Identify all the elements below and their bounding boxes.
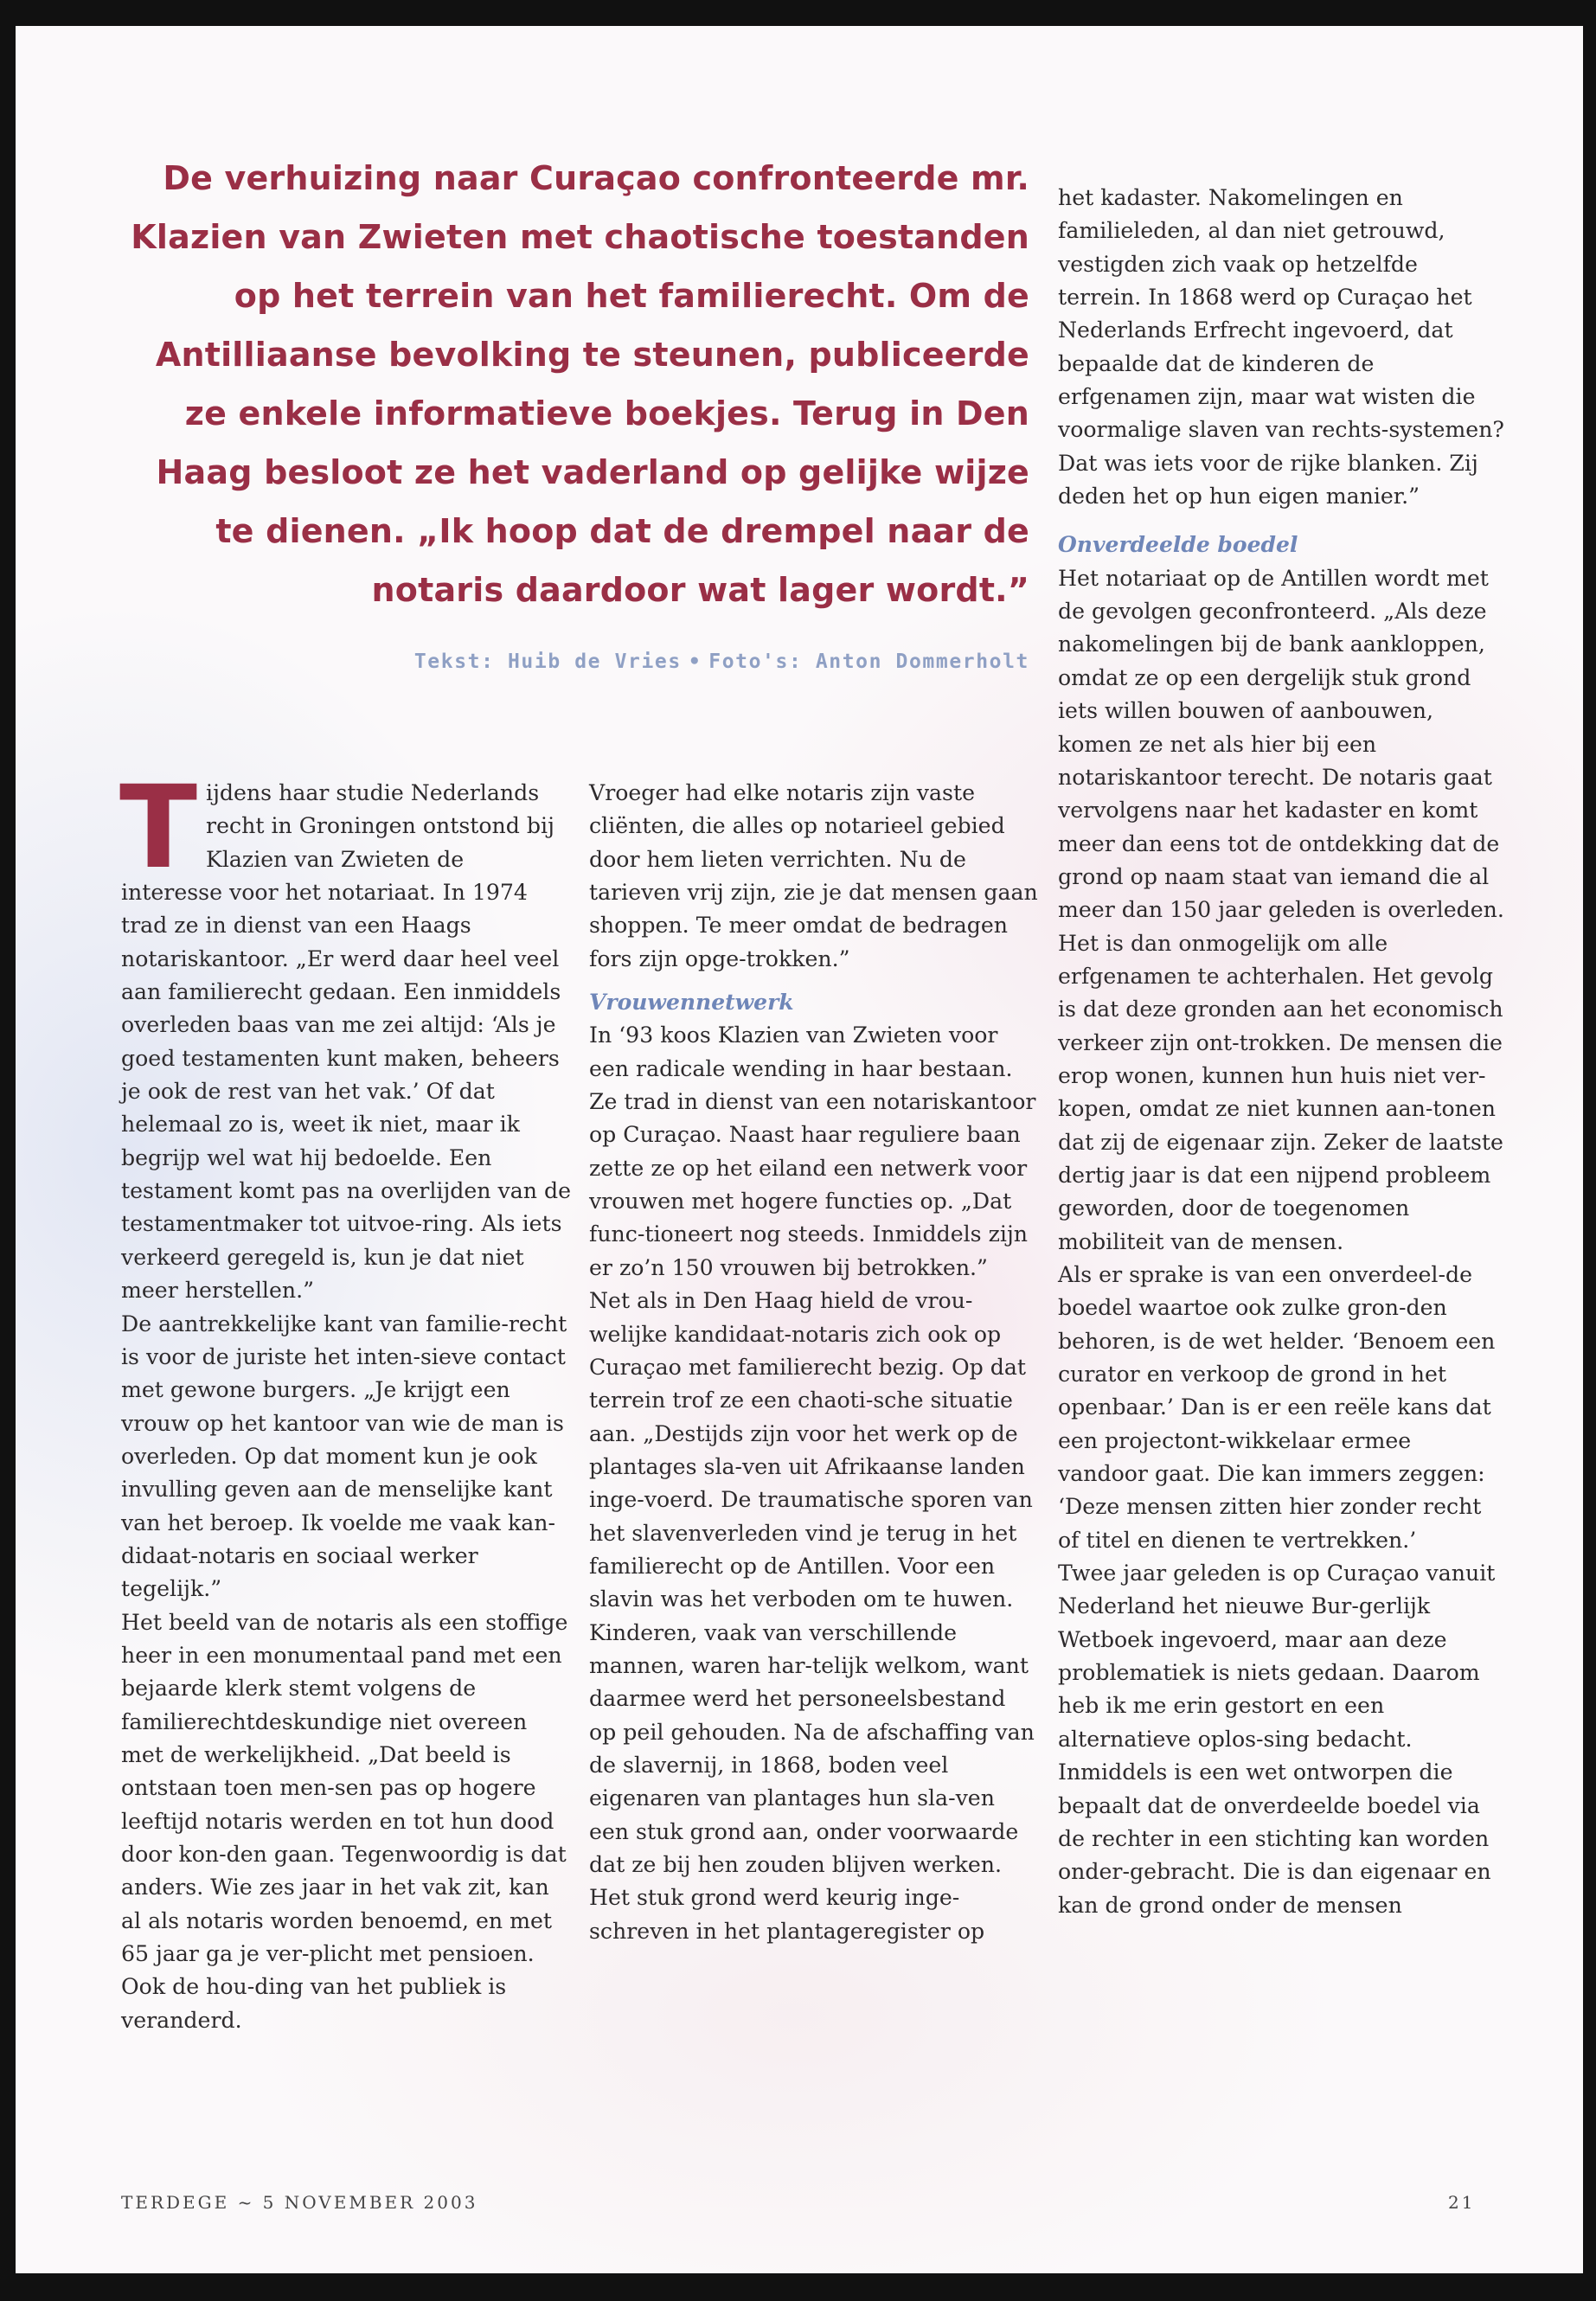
paragraph: Net als in Den Haag hield de vrou-welijke kandidaat-notaris zich ook op Curaçao met familierecht bezig. Op dat terrein trof ze een chaoti-sche situatie aan. „Destijds zijn voor het werk op de plantages sla-ven uit Afrikaanse landen inge-voerd. De traumatische sporen van het slavenverleden vind je terug in het familierecht op de Antillen. Voor een slavin was het verboden om te huwen. Kinderen, vaak van verschillende mannen, waren har-telijk welkom, want daarmee werd het personeelsbestand op peil gehouden. Na de afschaffing van de slavernij, in 1868, boden veel eigenaren van plantages hun sla-ven een stuk grond aan, onder voorwaarde dat ze bij hen zouden blijven werken. <box>589 1288 1035 1877</box>
drop-cap: T <box>119 761 198 894</box>
magazine-page <box>16 26 1583 2273</box>
article-column-2 <box>589 777 1039 1948</box>
paragraph: Het beeld van de notaris als een stoffige heer in een monumentaal pand met een bejaarde klerk stemt volgens de familierechtdeskundige niet overeen met de werkelijkheid. „Dat beeld is ontstaan toen men-sen pas op hogere leeftijd notaris werden en tot hun dood door kon-den gaan. Tegenwoordig is dat anders. Wie zes jaar in het vak zit, kan al als notaris worden benoemd, en met 65 jaar ga je ver-plicht met pensioen. Ook de hou-ding van het publiek is veranderd. <box>121 1609 568 2033</box>
author-credit: Tekst: Huib de Vries <box>413 651 682 673</box>
page-number: 21 <box>1448 2192 1476 2213</box>
footer-publication: TERDEGE ~ 5 NOVEMBER 2003 <box>121 2192 478 2213</box>
paragraph: Als er sprake is van een onverdeel-de boedel waartoe ook zulke gron-den behoren, is de wet helder. ‘Benoem een curator en verkoop de grond in het openbaar.’ Dan is er een reële kans dat een projectont-wikkelaar ermee vandoor gaat. Die kan immers zeggen: ‘Deze mensen zitten hier zonder recht of titel en dienen te vertrekken.’ <box>1058 1262 1496 1553</box>
paragraph: De aantrekkelijke kant van familie-recht is voor de juriste het inten-sieve contact met gewone burgers. „Je krijgt een vrouw op het kantoor van wie de man is overleden. Op dat moment kun je ook invulling geven aan de menselijke kant van het beroep. Ik voelde me vaak kan-didaat-notaris en sociaal werker tegelijk.” <box>121 1311 567 1602</box>
byline <box>275 651 1029 673</box>
paragraph: Twee jaar geleden is op Curaçao vanuit Nederland het nieuwe Bur-gerlijk Wetboek ingevoerd, maar aan deze problematiek is niets gedaan. Daarom heb ik me erin gestort en een alternatieve oplos-sing bedacht. Inmiddels is een wet ontworpen die bepaalt dat de onverdeelde boedel via de rechter in een stichting kan worden onder-gebracht. Die is dan eigenaar en kan de grond onder de mensen <box>1058 1561 1496 1918</box>
paragraph: het kadaster. Nakomelingen en familieleden, al dan niet getrouwd, vestigden zich vaak op hetzelfde terrein. In 1868 werd op Curaçao het Nederlands Erfrecht ingevoerd, dat bepaalde dat de kinderen de erfgenamen zijn, maar wat wisten die voormalige slaven van rechts-systemen? Dat was iets voor de rijke blanken. Zij deden het op hun eigen manier.” <box>1058 185 1504 510</box>
credit-separator: • <box>688 651 702 673</box>
intro-lead: De verhuizing naar Curaçao confronteerde mr. Klazien van Zwieten met chaotische toestanden op het terrein van het familierecht. Om de Antilliaanse bevolking te steunen, publiceerde ze enkele informatieve boekjes. Terug in Den Haag besloot ze het vaderland op gelijke wijze te dienen. „Ik hoop dat de drempel naar de notaris daardoor wat lager wordt.” <box>131 159 1029 609</box>
paragraph: Het stuk grond werd keurig inge-schreven in het plantageregister op <box>589 1885 985 1944</box>
photo-credit: Foto's: Anton Dommerholt <box>708 651 1029 673</box>
subheading: Vrouwennetwerk <box>589 990 794 1016</box>
subheading: Onverdeelde boedel <box>1058 532 1298 558</box>
paragraph: In ‘93 koos Klazien van Zwieten voor een radicale wending in haar bestaan. Ze trad in dienst van een notariskantoor op Curaçao. Naast haar reguliere baan zette ze op het eiland een netwerk voor vrouwen met hogere functies op. „Dat func-tioneert nog steeds. Inmiddels zijn er zo’n 150 vrouwen bij betrokken.” <box>589 1022 1036 1280</box>
paragraph-text: ijdens haar studie Nederlands recht in Groningen ontstond bij Klazien van Zwieten de interesse voor het notariaat. In 1974 trad ze in dienst van een Haags notariskantoor. „Er werd daar heel veel aan familierecht gedaan. Een inmiddels overleden baas van me zei altijd: ‘Als je goed testamenten kunt maken, beheers je ook de rest van het vak.’ Of dat helemaal zo is, weet ik niet, maar ik begrijp wel wat hij bedoelde. Een testament komt pas na overlijden van de testamentmaker tot uitvoe-ring. Als iets verkeerd geregeld is, kun je dat niet meer herstellen.” <box>121 780 572 1304</box>
article-column-1 <box>119 761 572 2037</box>
paragraph: Vroeger had elke notaris zijn vaste cliënten, die alles op notarieel gebied door hem lieten verrichten. Nu de tarieven vrij zijn, zie je dat mensen gaan shoppen. Te meer omdat de bedragen fors zijn opge-trokken.” <box>589 780 1038 971</box>
paragraph: Het notariaat op de Antillen wordt met de gevolgen geconfronteerd. „Als deze nakomelingen bij de bank aankloppen, omdat ze op een dergelijk stuk grond iets willen bouwen of aanbouwen, komen ze net als hier bij een notariskantoor terecht. De notaris gaat vervolgens naar het kadaster en komt meer dan eens tot de ontdekking dat de grond op naam staat van iemand die al meer dan 150 jaar geleden is overleden. Het is dan onmogelijk om alle erfgenamen te achterhalen. Het gevolg is dat deze gronden aan het economisch verkeer zijn ont-trokken. De mensen die erop wonen, kunnen hun huis niet ver-kopen, omdat ze niet kunnen aan-tonen dat zij de eigenaar zijn. Zeker de laatste dertig jaar is dat een nijpend probleem geworden, door de toegenomen mobiliteit van de mensen. <box>1058 565 1504 1254</box>
paragraph <box>119 761 572 1308</box>
article-column-3 <box>1058 182 1508 1922</box>
